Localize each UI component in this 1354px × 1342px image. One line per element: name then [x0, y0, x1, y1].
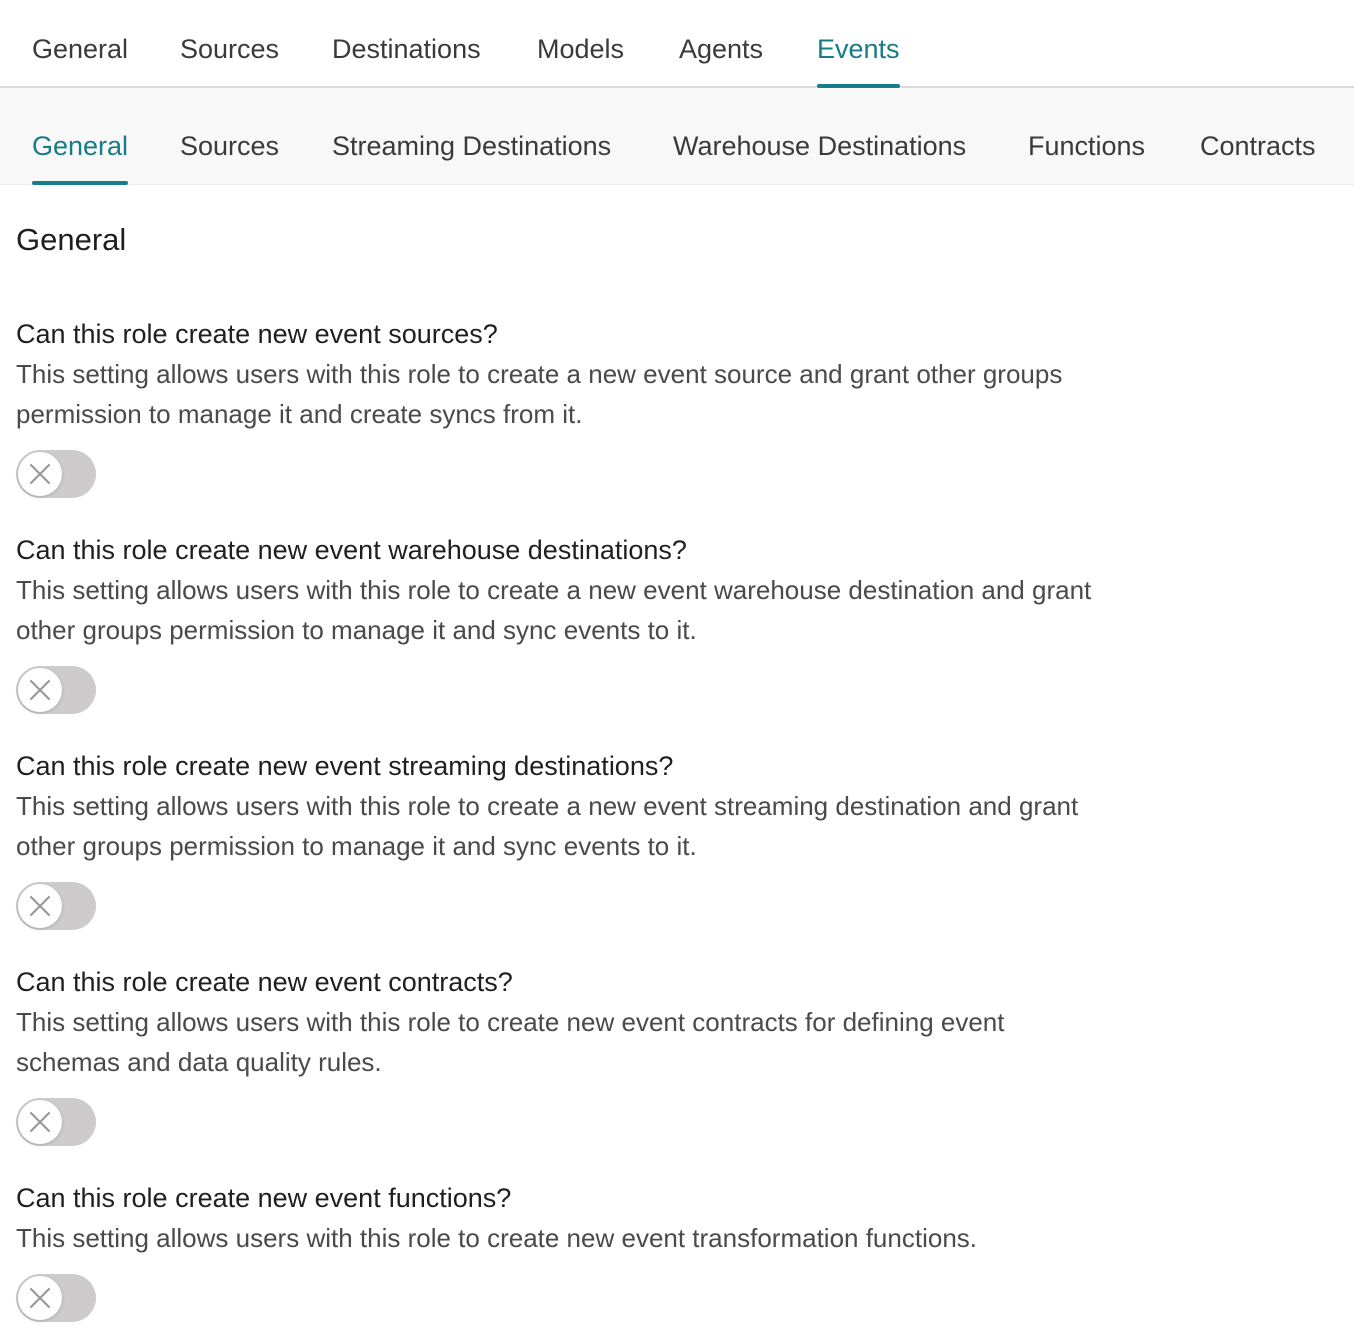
x-icon	[28, 1110, 52, 1134]
setting-description	[16, 354, 1176, 434]
x-icon	[28, 678, 52, 702]
events-sub-tabs	[0, 88, 1354, 185]
toggle-knob	[18, 1100, 62, 1144]
tab-events[interactable]: Events	[817, 0, 900, 88]
description-line: This setting allows users with this role to create a new event streaming destination and grant	[16, 791, 1079, 821]
setting-event-contracts	[16, 962, 1176, 1146]
tab-sources[interactable]: Sources	[180, 34, 280, 64]
x-icon	[28, 894, 52, 918]
x-icon	[28, 1286, 52, 1310]
description-line: other groups permission to manage it and sync events to it.	[16, 615, 697, 645]
event-functions-toggle[interactable]	[16, 1274, 96, 1322]
setting-description	[16, 1218, 1176, 1258]
description-line: This setting allows users with this role to create new event transformation functions.	[16, 1223, 977, 1253]
section-title: General	[16, 222, 127, 257]
subtab-sources[interactable]: Sources	[180, 131, 280, 161]
description-line: permission to manage it and create syncs from it.	[16, 399, 583, 429]
description-line: schemas and data quality rules.	[16, 1047, 382, 1077]
top-nav-tabs	[0, 0, 1354, 88]
setting-question: Can this role create new event contracts?	[16, 967, 513, 997]
event-warehouse-destinations-toggle[interactable]	[16, 666, 96, 714]
setting-question: Can this role create new event sources?	[16, 319, 498, 349]
setting-event-streaming-destinations	[16, 746, 1176, 930]
setting-question: Can this role create new event streaming destinations?	[16, 751, 674, 781]
setting-event-warehouse-destinations	[16, 530, 1176, 714]
tab-models[interactable]: Models	[537, 34, 625, 64]
setting-event-sources	[16, 314, 1176, 498]
tab-general[interactable]: General	[32, 34, 129, 64]
subtab-general[interactable]: General	[32, 88, 128, 185]
subtab-functions[interactable]: Functions	[1028, 131, 1146, 161]
toggle-knob	[18, 452, 62, 496]
subtab-streaming-destinations[interactable]: Streaming Destinations	[332, 131, 612, 161]
subtab-contracts[interactable]: Contracts	[1200, 131, 1316, 161]
description-line: This setting allows users with this role to create a new event source and grant other groups	[16, 359, 1063, 389]
event-sources-toggle[interactable]	[16, 450, 96, 498]
toggle-knob	[18, 1276, 62, 1320]
event-streaming-destinations-toggle[interactable]	[16, 882, 96, 930]
description-line: other groups permission to manage it and sync events to it.	[16, 831, 697, 861]
toggle-knob	[18, 884, 62, 928]
x-icon	[28, 462, 52, 486]
setting-description	[16, 1002, 1176, 1082]
setting-description	[16, 570, 1176, 650]
setting-question: Can this role create new event warehouse destinations?	[16, 535, 687, 565]
description-line: This setting allows users with this role to create new event contracts for defining event	[16, 1007, 1005, 1037]
description-line: This setting allows users with this role to create a new event warehouse destination and grant	[16, 575, 1092, 605]
setting-event-functions	[16, 1178, 1176, 1322]
tab-agents[interactable]: Agents	[679, 34, 764, 64]
setting-question: Can this role create new event functions?	[16, 1183, 512, 1213]
tab-destinations[interactable]: Destinations	[332, 34, 481, 64]
setting-description	[16, 786, 1176, 866]
event-contracts-toggle[interactable]	[16, 1098, 96, 1146]
toggle-knob	[18, 668, 62, 712]
subtab-warehouse-destinations[interactable]: Warehouse Destinations	[673, 131, 967, 161]
